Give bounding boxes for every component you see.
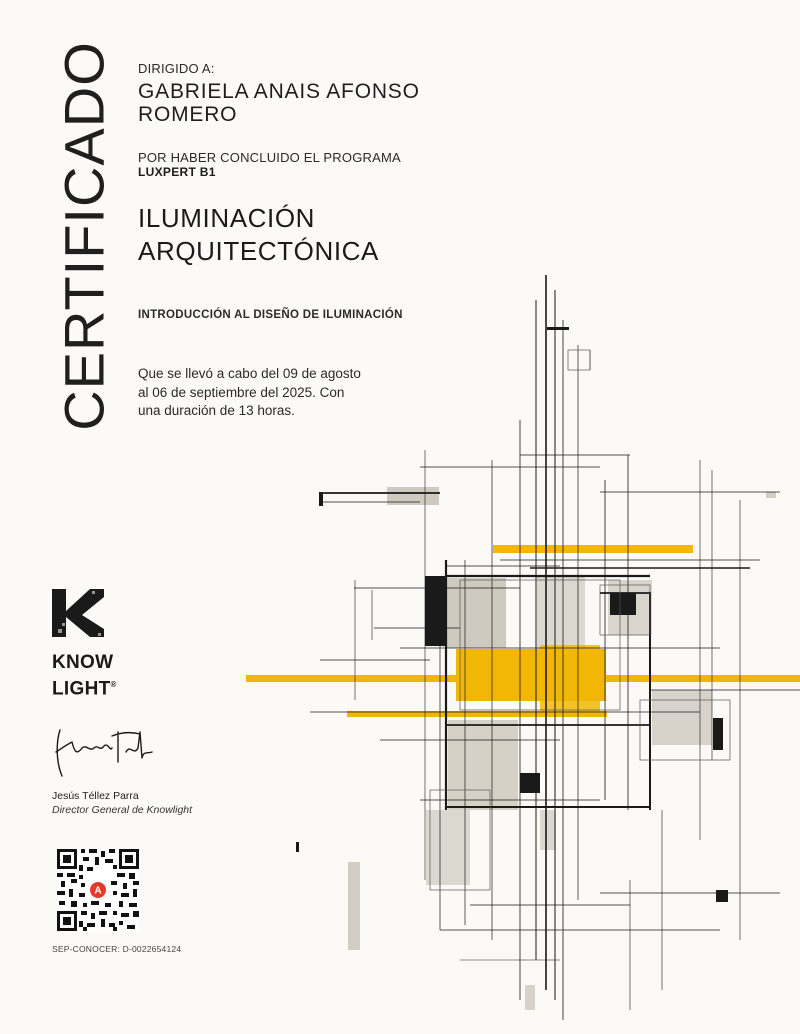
recipient-name-line1: GABRIELA ANAIS AFONSO: [138, 80, 420, 103]
qr-code[interactable]: [57, 849, 139, 931]
qr-center-letter: A: [94, 885, 102, 897]
black-blocks: [296, 327, 728, 902]
brand-name-line2: LIGHT®: [52, 678, 117, 700]
description-line1: Que se llevó a cabo del 09 de agosto: [138, 366, 361, 381]
signer-name: Jesús Téllez Parra: [52, 790, 139, 802]
program-name: LUXPERT B1: [138, 165, 216, 179]
signer-role: Director General de Knowlight: [52, 804, 193, 816]
registration-code: SEP-CONOCER: D-0022654124: [52, 944, 182, 954]
description-line2: al 06 de septiembre del 2025. Con: [138, 384, 345, 400]
course-title: [138, 202, 468, 268]
course-title-line2: ARQUITECTÓNICA: [138, 236, 379, 266]
brand-name-line1: KNOW: [52, 652, 114, 673]
description-line3: una duración de 13 horas.: [138, 403, 295, 418]
brand-name: [52, 652, 117, 700]
architectural-illustration: [240, 270, 800, 1034]
brand-logo: [52, 589, 104, 637]
recipient-name: [138, 80, 468, 126]
knowlight-k-icon: [52, 589, 104, 637]
yellow-accents: [246, 545, 800, 717]
recipient-name-line2: ROMERO: [138, 103, 238, 126]
course-subtitle: INTRODUCCIÓN AL DISEÑO DE ILUMINACIÓN: [138, 309, 403, 321]
certificate-title: CERTIFICADO: [52, 41, 116, 431]
program-intro: POR HABER CONCLUIDO EL PROGRAMA: [138, 150, 401, 165]
course-title-line1: ILUMINACIÓN: [138, 203, 316, 233]
signature-image: [52, 722, 162, 784]
addressed-label: DIRIGIDO A:: [138, 61, 215, 76]
registered-mark: ®: [110, 680, 117, 689]
